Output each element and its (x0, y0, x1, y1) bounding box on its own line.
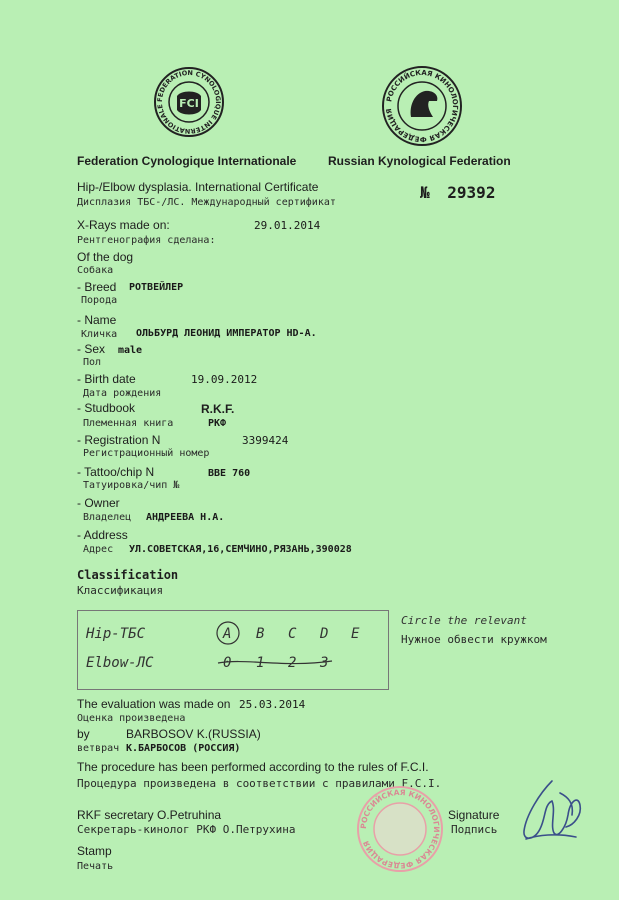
circle-note-en: Circle the relevant (401, 614, 527, 627)
secretary-en: RKF secretary O.Petruhina (77, 808, 222, 822)
stamp-ring-text: РОССИЙСКАЯ КИНОЛОГИЧЕСКАЯ ФЕДЕРАЦИЯ (358, 787, 442, 871)
tattoo-label-ru: Татуировка/чип № (83, 480, 180, 491)
dog-head-icon (411, 91, 438, 117)
address-label-en: - Address (77, 528, 128, 542)
evaluation-label-ru: Оценка произведена (77, 713, 186, 724)
sex-label-ru: Пол (83, 357, 102, 368)
fci-name: Federation Cynologique Internationale (77, 154, 297, 168)
rkf-seal-ring-text: РОССИЙСКАЯ КИНОЛОГИЧЕСКАЯ ФЕДЕРАЦИЯ (385, 68, 460, 144)
studbook-label-en: - Studbook (77, 401, 136, 415)
number-value: 29392 (447, 183, 496, 202)
dog-label-ru: Собака (77, 265, 114, 276)
circle-note-ru: Нужное обвести кружком (401, 633, 547, 646)
breed-value: РОТВЕЙЛЕР (129, 282, 184, 293)
signature-label-en: Signature (448, 808, 500, 822)
elbow-label: Elbow-ЛС (86, 655, 154, 671)
name-label-ru: Кличка (81, 329, 118, 340)
stamp-label-ru: Печать (77, 861, 114, 872)
owner-value: АНДРЕЕВА Н.А. (146, 512, 225, 523)
fci-seal-abbr: FCI (179, 97, 199, 110)
sex-label-en: - Sex (77, 342, 106, 356)
rkf-stamp (356, 785, 444, 873)
hip-grade-d: D (320, 626, 329, 642)
dog-label-en: Of the dog (77, 250, 134, 264)
elbow-strikethrough (216, 655, 336, 671)
studbook-label-ru: Племенная книга (83, 418, 174, 429)
vet-name-en: BARBOSOV K.(RUSSIA) (126, 727, 261, 741)
rkf-name: Russian Kynological Federation (328, 154, 511, 168)
birth-value: 19.09.2012 (191, 373, 258, 386)
studbook-value-ru: РКФ (208, 418, 227, 429)
signature (516, 775, 591, 850)
classification-title-ru: Классификация (77, 584, 164, 597)
evaluation-date: 25.03.2014 (239, 698, 306, 711)
fci-seal-ring-text: FEDERATION CYNOLOGIQUE INTERNATIONALE (155, 68, 223, 136)
elbow-grade-1: 1 (256, 655, 265, 671)
rkf-seal (381, 65, 463, 147)
studbook-value-en: R.K.F. (201, 402, 235, 416)
sex-value: male (118, 345, 143, 356)
elbow-grade-3: 3 (320, 655, 329, 671)
fci-seal (153, 66, 225, 138)
registration-value: 3399424 (242, 434, 289, 447)
registration-label-ru: Регистрационный номер (83, 448, 210, 459)
procedure-ru: Процедура произведена в соответствии с правилами F.C.I. (77, 777, 442, 790)
breed-label-ru: Порода (81, 295, 118, 306)
hip-label: Hip-ТБС (86, 626, 146, 642)
registration-label-en: - Registration N (77, 433, 161, 447)
xray-date: 29.01.2014 (254, 219, 321, 232)
hip-grade-circle (215, 620, 241, 646)
number-sign: № (420, 183, 430, 202)
vet-name-ru: К.БАРБОСОВ (РОССИЯ) (126, 743, 241, 754)
title-en: Hip-/Elbow dysplasia. International Certificate (77, 180, 319, 194)
elbow-grade-0: 0 (223, 655, 232, 671)
secretary-ru: Секретарь-кинолог РКФ О.Петрухина (77, 823, 296, 836)
elbow-grade-2: 2 (288, 655, 297, 671)
birth-label-ru: Дата рождения (83, 388, 162, 399)
breed-label-en: - Breed (77, 280, 117, 294)
signature-label-ru: Подпись (451, 823, 498, 836)
hip-grade-a: A (223, 626, 232, 642)
certificate-number (420, 183, 495, 202)
stamp-label-en: Stamp (77, 844, 112, 858)
hip-grade-c: C (288, 626, 297, 642)
tattoo-value: BBE 760 (208, 468, 251, 479)
birth-label-en: - Birth date (77, 372, 136, 386)
address-label-ru: Адрес (83, 544, 114, 555)
hip-grade-e: E (351, 626, 360, 642)
classification-box (77, 610, 389, 690)
procedure-en: The procedure has been performed according to the rules of F.C.I. (77, 760, 429, 774)
address-value: УЛ.СОВЕТСКАЯ,16,СЕМЧИНО,РЯЗАНЬ,390028 (129, 544, 352, 555)
owner-label-en: - Owner (77, 496, 120, 510)
owner-label-ru: Владелец (83, 512, 132, 523)
name-value: ОЛЬБУРД ЛЕОНИД ИМПЕРАТОР HD-A. (136, 328, 317, 339)
tattoo-label-en: - Tattoo/chip N (77, 465, 155, 479)
vet-label-ru: ветврач (77, 743, 120, 754)
hip-grade-b: B (256, 626, 265, 642)
title-ru: Дисплазия ТБС-/ЛС. Международный сертификат (77, 197, 336, 208)
xray-label-ru: Рентгенография сделана: (77, 235, 216, 246)
by-label: by (77, 727, 90, 741)
evaluation-label-en: The evaluation was made on (77, 697, 231, 711)
name-label-en: - Name (77, 313, 117, 327)
xray-label-en: X-Rays made on: (77, 218, 170, 232)
classification-title-en: Classification (77, 568, 179, 582)
